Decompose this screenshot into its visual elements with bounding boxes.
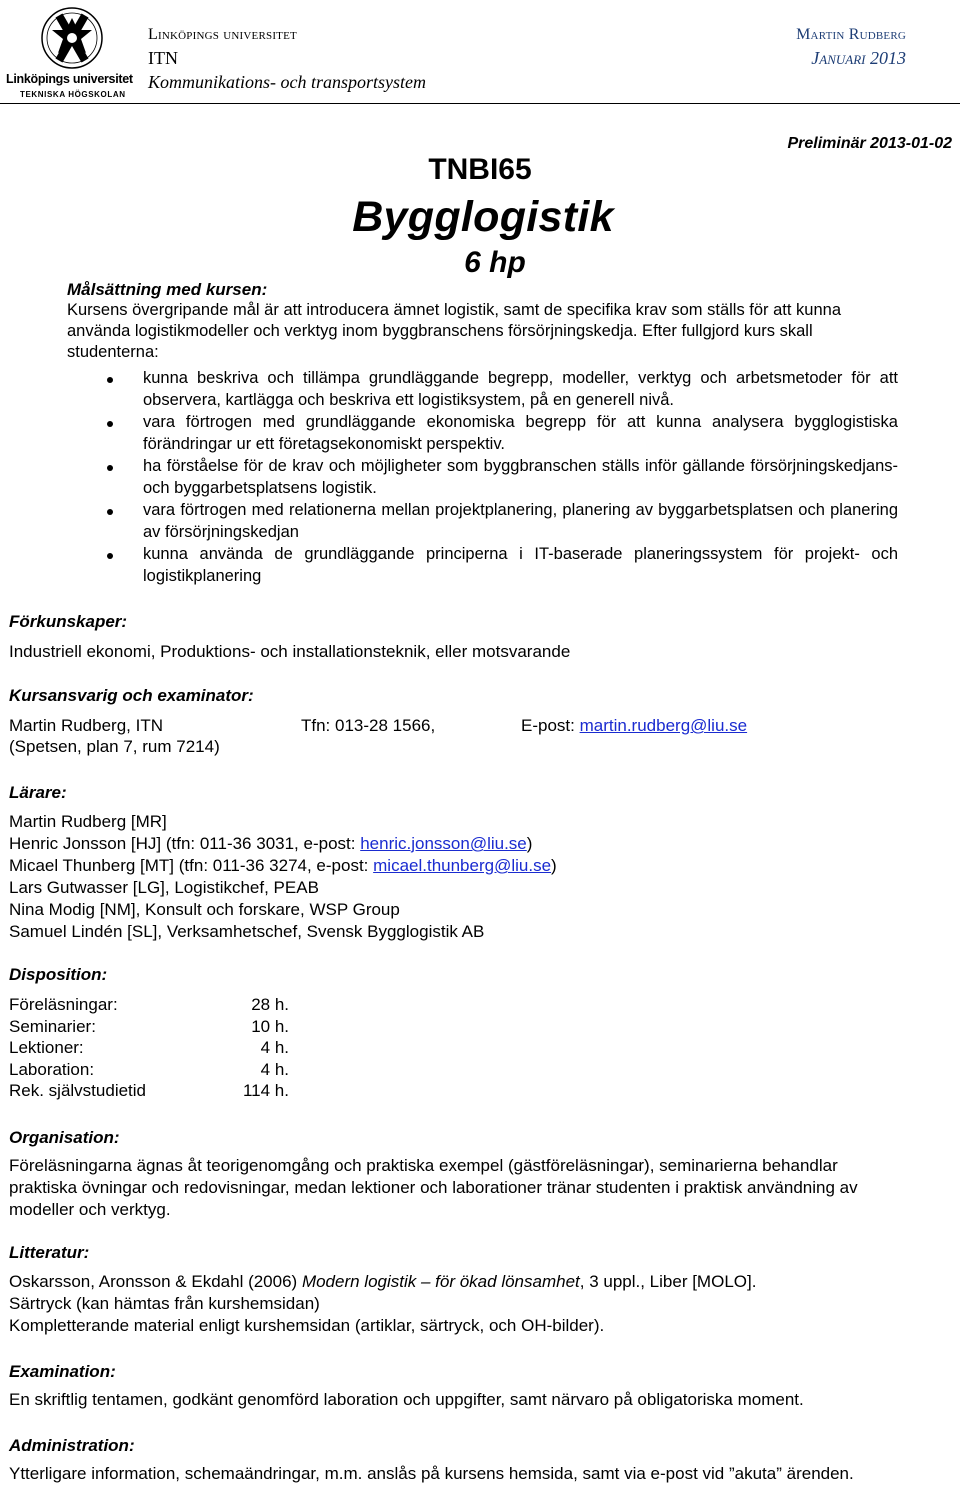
examiner-email-link[interactable]: martin.rudberg@liu.se [579, 716, 748, 735]
logo-subtext: TEKNISKA HÖGSKOLAN [20, 90, 126, 99]
list-item: Lars Gutwasser [LG], Logistikchef, PEAB [9, 878, 319, 897]
table-row: Laboration: 4 h. [9, 1059, 289, 1079]
list-item: Martin Rudberg [MR] [9, 812, 167, 831]
prerequisites-text: Industriell ekonomi, Produktions- och installationsteknik, eller motsvarande [9, 642, 571, 661]
examiner-office: (Spetsen, plan 7, rum 7214) [9, 737, 220, 756]
list-item: Kompletterande material enligt kurshemsidan (artiklar, särtryck, och OH-bilder). [9, 1316, 605, 1335]
teacher-email-link[interactable]: micael.thunberg@liu.se [373, 856, 552, 875]
teachers-heading: Lärare: [9, 783, 67, 802]
literature-list [9, 1271, 949, 1337]
list-item: Henric Jonsson [HJ] (tfn: 011-36 3031, e-post: henric.jonsson@liu.se) [9, 834, 533, 853]
list-item: Micael Thunberg [MT] (tfn: 011-36 3274, e-post: micael.thunberg@liu.se) [9, 856, 557, 875]
objectives-heading: Målsättning med kursen: [67, 280, 268, 299]
examination-text: En skriftlig tentamen, godkänt genomförd laboration och uppgifter, samt närvaro på obligatoriska moment. [9, 1390, 804, 1409]
course-title: Bygglogistik [352, 193, 614, 241]
disposition-heading: Disposition: [9, 965, 108, 984]
bullet-icon [107, 421, 113, 427]
table-row: Rek. självstudietid 114 h. [9, 1081, 289, 1100]
disposition-table [9, 995, 949, 1103]
university-logo [6, 4, 136, 102]
list-item: Oskarsson, Aronsson & Ekdahl (2006) Modern logistik – för ökad lönsamhet, 3 uppl., Liber [MOLO]. [9, 1272, 757, 1291]
liu-crest-icon [6, 4, 136, 102]
list-item: ha förståelse för de krav och möjligheter som byggbranschen ställs inför gällande försörjningskedjans- och byggarbetsplatsens logistik. [98, 456, 898, 499]
header-university: Linköpings universitet [148, 26, 297, 43]
organisation-heading: Organisation: [9, 1128, 120, 1147]
list-item: Nina Modig [NM], Konsult och forskare, WSP Group [9, 900, 400, 919]
administration-text: Ytterligare information, schemaändringar, m.m. anslås på kursens hemsida, samt via e-post vid ”akuta” ärenden. [9, 1464, 854, 1483]
table-row: Lektioner: 4 h. [9, 1038, 289, 1057]
examiner-contact [9, 716, 949, 738]
header-author: Martin Rudberg [796, 26, 906, 43]
email-label: E-post: [521, 716, 575, 735]
bullet-icon [107, 509, 113, 515]
bullet-icon [107, 553, 113, 559]
list-item: kunna beskriva och tillämpa grundläggande begrepp, modeller, verktyg och arbetsmetoder för att observera, kartlägga och beskriva ett logistiksystem, på en generell nivå. [98, 368, 898, 411]
header-date: Januari 2013 [811, 48, 906, 68]
examiner-phone: Tfn: 013-28 1566, [301, 716, 436, 735]
table-row: Seminarier: 10 h. [9, 1016, 289, 1036]
course-credits: 6 hp [464, 246, 526, 279]
bullet-icon [107, 377, 113, 383]
header-divider [0, 103, 960, 104]
prerequisites-heading: Förkunskaper: [9, 612, 128, 631]
literature-heading: Litteratur: [9, 1243, 90, 1262]
status-preliminary: Preliminär 2013-01-02 [787, 135, 952, 152]
bullet-icon [107, 465, 113, 471]
list-item: kunna använda de grundläggande principerna i IT-baserade planeringssystem för projekt- och logistikplanering [98, 544, 898, 587]
examiner-email-row [521, 716, 747, 736]
list-item: Samuel Lindén [SL], Verksamhetschef, Svensk Bygglogistik AB [9, 922, 485, 941]
teachers-list [9, 811, 949, 943]
administration-heading: Administration: [9, 1436, 135, 1455]
list-item: vara förtrogen med grundläggande ekonomiska begrepp för att kunna analysera bygglogistiska förändringar ur ett företagsekonomiskt perspektiv. [98, 412, 898, 455]
examiner-heading: Kursansvarig och examinator: [9, 686, 254, 705]
logo-wordmark: Linköpings universitet [6, 72, 133, 86]
examination-heading: Examination: [9, 1362, 116, 1381]
objectives-list [98, 368, 898, 588]
header-department: ITN [148, 48, 178, 68]
course-code: TNBI65 [428, 153, 532, 186]
book-title: Modern logistik – för ökad lönsamhet [301, 1272, 580, 1291]
list-item: vara förtrogen med relationerna mellan projektplanering, planering av byggarbetsplatsen och planering av försörjningskedjan [98, 500, 898, 543]
objectives-section [67, 280, 897, 363]
objectives-intro: Kursens övergripande mål är att introducera ämnet logistik, samt de specifika krav som ställs för att kunna använda logistikmodeller och verktyg inom byggbranschens försörjningskedja. Efter fullgjord kurs skall studenterna: [67, 301, 842, 361]
header-institution: Kommunikations- och transportsystem [148, 72, 426, 92]
table-row: Föreläsningar: 28 h. [9, 995, 289, 1014]
list-item: Särtryck (kan hämtas från kurshemsidan) [9, 1294, 320, 1313]
organisation-text: Föreläsningarna ägnas åt teorigenomgång och praktiska exempel (gästföreläsningar), seminarierna behandlar praktiska övningar och redovisningar, medan lektioner och laborationer tränar studenten i praktisk användning av modeller och verktyg. [9, 1156, 858, 1219]
teacher-email-link[interactable]: henric.jonsson@liu.se [360, 834, 527, 853]
examiner-name: Martin Rudberg, ITN [9, 716, 163, 735]
